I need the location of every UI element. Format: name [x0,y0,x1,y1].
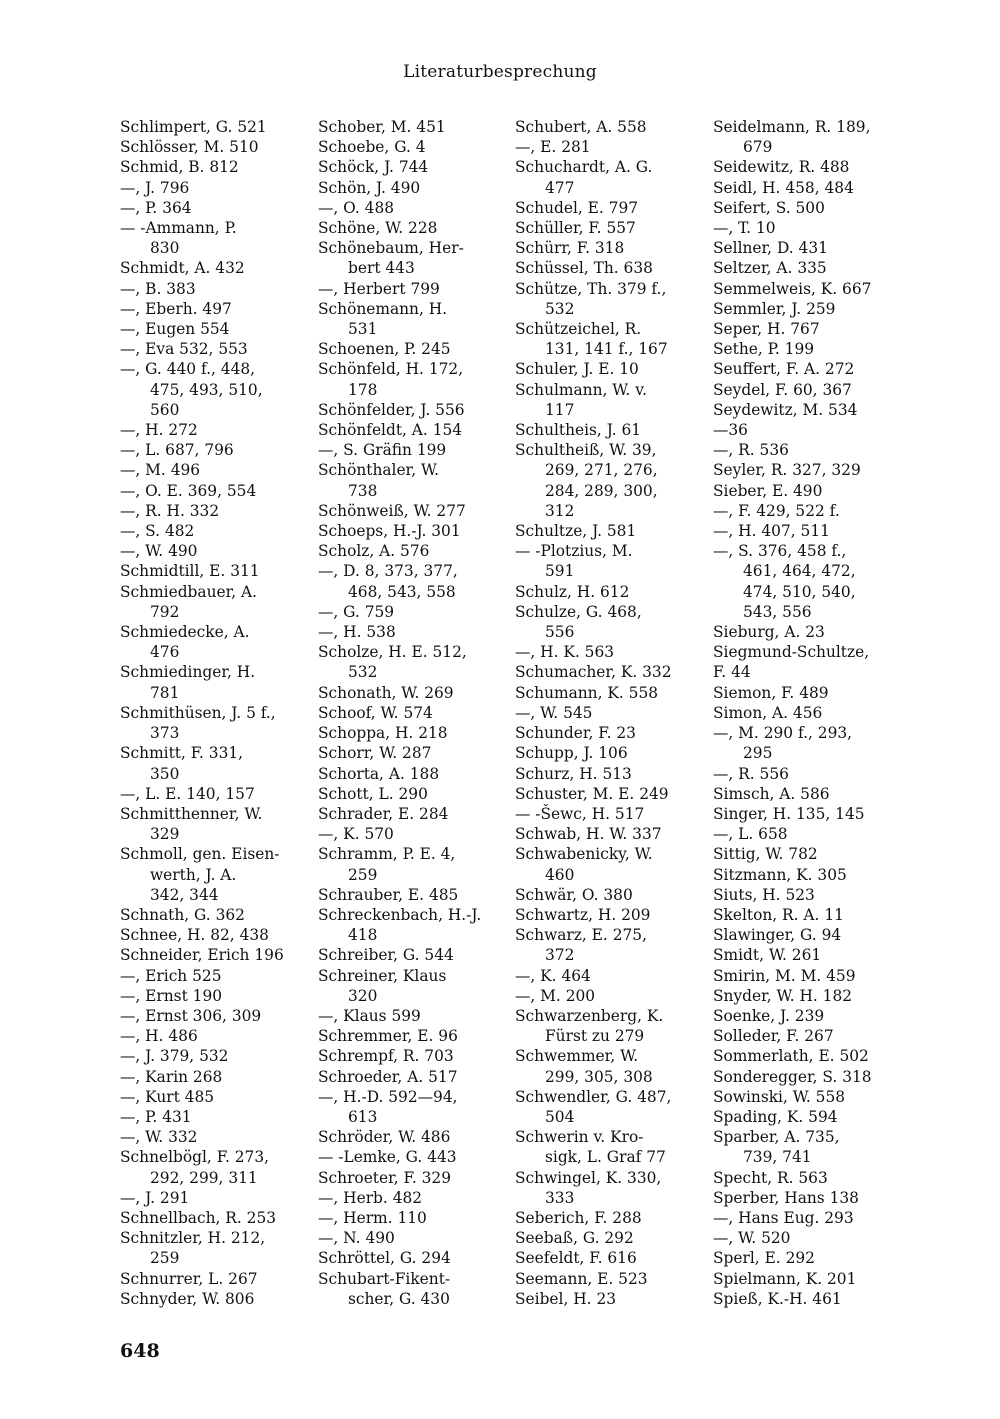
index-entry: —, Ernst 190 [120,986,223,1005]
index-entry: Seydewitz, M. 534 [713,400,858,419]
index-entry: —, K. 570 [318,825,394,844]
index-entry: Sethe, P. 199 [713,340,815,359]
index-entry: — -Ammann, P. [120,219,237,238]
index-entry: 460 [545,865,575,884]
index-entry: Schüssel, Th. 638 [515,259,653,278]
index-entry: —, O. E. 369, 554 [120,481,257,500]
index-entry: 418 [348,926,378,945]
index-entry: Schönfeldt, A. 154 [318,421,463,440]
index-entry: —, E. 281 [515,138,591,157]
index-entry: Seydel, F. 60, 367 [713,380,852,399]
index-entry: Schwendler, G. 487, [515,1087,672,1106]
index-entry: —, Herbert 799 [318,279,440,298]
index-entry: Seifert, S. 500 [713,198,825,217]
index-entry: Seuffert, F. A. 272 [713,360,855,379]
index-entry: 543, 556 [743,602,812,621]
index-entry: Schwarzenberg, K. [515,1006,664,1025]
index-entry: —, J. 291 [120,1188,190,1207]
index-entry: —, Eugen 554 [120,320,230,339]
index-entry: 259 [348,865,378,884]
index-entry: Schoof, W. 574 [318,703,433,722]
index-entry: 333 [545,1188,575,1207]
index-entry: Solleder, F. 267 [713,1027,834,1046]
index-entry: Sonderegger, S. 318 [713,1067,872,1086]
index-entry: Schupp, J. 106 [515,744,628,763]
index-entry: Seebaß, G. 292 [515,1229,634,1248]
index-entry: Schmidtill, E. 311 [120,562,260,581]
index-entry: Schönfeld, H. 172, [318,360,464,379]
index-entry: —, W. 520 [713,1229,791,1248]
index-entry: 320 [348,986,378,1005]
index-entry: Schnellbach, R. 253 [120,1208,277,1227]
index-entry: Schön, J. 490 [318,178,421,197]
index-entry: Semmelweis, K. 667 [713,279,872,298]
index-column-2 [318,117,506,1309]
index-entry: Schüller, F. 557 [515,219,636,238]
index-entry: 350 [150,764,180,783]
index-entry: bert 443 [348,259,415,278]
index-entry: Siegmund-Schultze, [713,643,870,662]
index-entry: 474, 510, 540, [743,582,856,601]
index-entry: Slawinger, G. 94 [713,926,842,945]
index-entry: 531 [348,320,378,339]
index-entry: —, R. 536 [713,441,789,460]
index-entry: Seidl, H. 458, 484 [713,178,854,197]
index-entry: —, Herb. 482 [318,1188,423,1207]
index-entry: Semmler, J. 259 [713,299,836,318]
index-entry: Schürr, F. 318 [515,239,625,258]
index-entry: 299, 305, 308 [545,1067,653,1086]
index-entry: Schramm, P. E. 4, [318,845,456,864]
index-entry: —, R. H. 332 [120,501,220,520]
index-entry: 738 [348,481,378,500]
index-entry: Schubart-Fikent- [318,1269,451,1288]
index-entry: Sparber, A. 735, [713,1128,840,1147]
index-entry: 312 [545,501,575,520]
index-entry: Schorta, A. 188 [318,764,440,783]
index-entry: werth, J. A. [150,865,237,884]
index-entry: Smirin, M. M. 459 [713,966,856,985]
index-entry: —, P. 364 [120,198,192,217]
index-entry: Schmithüsen, J. 5 f., [120,703,276,722]
index-entry: Sieburg, A. 23 [713,623,825,642]
index-entry: 476 [150,643,180,662]
index-entry: Schönthaler, W. [318,461,440,480]
index-entry: F. 44 [713,663,751,682]
index-entry: —, S. 482 [120,522,195,541]
index-entry: 556 [545,623,575,642]
index-entry: —, D. 8, 373, 377, [318,562,458,581]
index-entry: Seemann, E. 523 [515,1269,648,1288]
index-entry: 560 [150,400,180,419]
index-entry: —, G. 759 [318,602,395,621]
index-entry: Skelton, R. A. 11 [713,905,844,924]
index-entry: 830 [150,239,180,258]
index-entry: —, M. 290 f., 293, [713,724,853,743]
index-entry: Schmiedinger, H. [120,663,256,682]
index-entry: Seper, H. 767 [713,320,820,339]
index-column-1 [120,117,308,1309]
index-entry: Schönfelder, J. 556 [318,400,465,419]
index-entry: —, F. 429, 522 f. [713,501,840,520]
index-entry: Schulmann, W. v. [515,380,647,399]
index-entry: Schöne, W. 228 [318,219,438,238]
index-entry: Schwabenicky, W. [515,845,653,864]
index-entry: —, H. 538 [318,623,396,642]
index-entry: —36 [713,421,748,440]
index-entry: Schütze, Th. 379 f., [515,279,667,298]
index-entry: —, H. 272 [120,421,198,440]
index-entry: Schuchardt, A. G. [515,158,653,177]
index-entry: Schneider, Erich 196 [120,946,284,965]
index-entry: — -Šewc, H. 517 [515,804,645,823]
index-entry: 131, 141 f., 167 [545,340,668,359]
index-entry: — -Lemke, G. 443 [318,1148,457,1167]
index-entry: Schuster, M. E. 249 [515,784,669,803]
index-entry: 269, 271, 276, [545,461,658,480]
index-entry: Schrempf, R. 703 [318,1047,454,1066]
index-entry: Schwär, O. 380 [515,885,633,904]
index-entry: Schultheiß, W. 39, [515,441,657,460]
index-entry: —, Eberh. 497 [120,299,232,318]
index-entry: Sowinski, W. 558 [713,1087,846,1106]
index-entry: Schott, L. 290 [318,784,428,803]
index-entry: 613 [348,1107,378,1126]
index-entry: Schröttel, G. 294 [318,1249,451,1268]
index-entry: Schuler, J. E. 10 [515,360,639,379]
index-entry: Smidt, W. 261 [713,946,822,965]
index-entry: 284, 289, 300, [545,481,658,500]
index-entry: Schoeps, H.-J. 301 [318,522,461,541]
index-entry: —, Kurt 485 [120,1087,215,1106]
index-entry: 372 [545,946,575,965]
index-entry: Seefeldt, F. 616 [515,1249,637,1268]
page-number: 648 [120,1340,160,1362]
index-entry: —, R. 556 [713,764,789,783]
index-entry: Seyler, R. 327, 329 [713,461,861,480]
index-entry: Seibel, H. 23 [515,1289,617,1308]
index-entry: Siuts, H. 523 [713,885,815,904]
index-entry: Schlimpert, G. 521 [120,118,267,136]
index-entry: 532 [348,663,378,682]
index-entry: —, G. 440 f., 448, [120,360,256,379]
index-entry: 475, 493, 510, [150,380,263,399]
index-entry: Schmid, B. 812 [120,158,239,177]
index-entry: Schonath, W. 269 [318,683,454,702]
index-entry: Sperber, Hans 138 [713,1188,859,1207]
index-entry: Simsch, A. 586 [713,784,830,803]
index-entry: Sittig, W. 782 [713,845,818,864]
index-entry: Siemon, F. 489 [713,683,829,702]
index-entry: —, W. 545 [515,703,593,722]
index-entry: —, B. 383 [120,279,196,298]
index-entry: Schoppa, H. 218 [318,724,448,743]
index-entry: 792 [150,602,180,621]
index-entry: —, H. K. 563 [515,643,615,662]
index-entry: 739, 741 [743,1148,812,1167]
index-entry: 117 [545,400,575,419]
index-entry: Schrader, E. 284 [318,804,449,823]
index-entry: —, M. 200 [515,986,596,1005]
index-entry: —, T. 10 [713,219,776,238]
index-entry: Schnelbögl, F. 273, [120,1148,270,1167]
index-entry: Scholz, A. 576 [318,542,430,561]
index-entry: —, S. Gräfin 199 [318,441,447,460]
index-entry: sigk, L. Graf 77 [545,1148,666,1167]
index-entry: 532 [545,299,575,318]
index-entry: Schnurrer, L. 267 [120,1269,258,1288]
index-entry: Seltzer, A. 335 [713,259,827,278]
index-entry: Schultheis, J. 61 [515,421,642,440]
index-entry: 591 [545,562,575,581]
index-entry: —, W. 490 [120,542,198,561]
index-entry: Schwingel, K. 330, [515,1168,662,1187]
index-entry: Schnitzler, H. 212, [120,1229,266,1248]
index-entry: Spading, K. 594 [713,1107,838,1126]
index-entry: Schober, M. 451 [318,118,446,136]
index-entry: Spielmann, K. 201 [713,1269,857,1288]
index-entry: Sieber, E. 490 [713,481,823,500]
index-entry: Sommerlath, E. 502 [713,1047,869,1066]
index-entry: —, M. 496 [120,461,201,480]
index-entry: —, W. 332 [120,1128,198,1147]
index-entry: Schreiner, Klaus [318,966,447,985]
index-entry: Snyder, W. H. 182 [713,986,853,1005]
index-entry: Soenke, J. 239 [713,1006,825,1025]
index-entry: Schmitt, F. 331, [120,744,244,763]
index-entry: Schlösser, M. 510 [120,138,259,157]
running-header: Literaturbesprechung [403,62,597,82]
index-entry: Schunder, F. 23 [515,724,636,743]
index-entry: —, K. 464 [515,966,591,985]
index-entry: —, J. 379, 532 [120,1047,229,1066]
index-entry: Schumann, K. 558 [515,683,659,702]
index-entry: —, H. 407, 511 [713,522,830,541]
index-column-4 [713,117,901,1309]
index-entry: —, H. 486 [120,1027,198,1046]
index-entry: 504 [545,1107,575,1126]
index-entry: Schurz, H. 513 [515,764,632,783]
index-entry: Schultze, J. 581 [515,522,637,541]
index-entry: Sperl, E. 292 [713,1249,815,1268]
index-entry: —, O. 488 [318,198,395,217]
index-entry: —, L. 687, 796 [120,441,234,460]
index-entry: Sitzmann, K. 305 [713,865,847,884]
index-entry: —, L. 658 [713,825,788,844]
index-entry: Schnyder, W. 806 [120,1289,255,1308]
index-entry: Schorr, W. 287 [318,744,432,763]
index-entry: —, Ernst 306, 309 [120,1006,262,1025]
index-entry: Schmidt, A. 432 [120,259,245,278]
index-entry: —, N. 490 [318,1229,395,1248]
index-entry: Schulze, G. 468, [515,602,642,621]
index-entry: Singer, H. 135, 145 [713,804,865,823]
index-entry: Simon, A. 456 [713,703,823,722]
index-column-3 [515,117,703,1309]
index-entry: 468, 543, 558 [348,582,456,601]
index-entry: —, Hans Eug. 293 [713,1208,854,1227]
index-entry: 178 [348,380,378,399]
index-entry: —, Klaus 599 [318,1006,421,1025]
index-entry: 292, 299, 311 [150,1168,258,1187]
index-entry: Schwartz, H. 209 [515,905,651,924]
index-entry: —, P. 431 [120,1107,192,1126]
index-entry: —, Eva 532, 553 [120,340,248,359]
index-entry: Schwarz, E. 275, [515,926,647,945]
index-entry: — -Plotzius, M. [515,542,633,561]
index-entry: 259 [150,1249,180,1268]
index-entry: 461, 464, 472, [743,562,856,581]
index-entry: Schrauber, E. 485 [318,885,459,904]
index-entry: 329 [150,825,180,844]
index-entry: —, Erich 525 [120,966,222,985]
index-entry: 295 [743,744,773,763]
index-entry: —, S. 376, 458 f., [713,542,847,561]
index-entry: Schoebe, G. 4 [318,138,426,157]
index-entry: Spieß, K.-H. 461 [713,1289,842,1308]
index-entry: Schreiber, G. 544 [318,946,454,965]
index-entry: Schnath, G. 362 [120,905,245,924]
index-entry: 477 [545,178,575,197]
index-entry: Schwemmer, W. [515,1047,639,1066]
index-entry: —, L. E. 140, 157 [120,784,255,803]
index-entry: Schwerin v. Kro- [515,1128,644,1147]
index-entry: —, H.-D. 592—94, [318,1087,458,1106]
index-entry: Schmitthenner, W. [120,804,263,823]
index-entry: Seidewitz, R. 488 [713,158,850,177]
index-entry: Schönebaum, Her- [318,239,464,258]
index-entry: Schoenen, P. 245 [318,340,451,359]
index-entry: Schroeter, F. 329 [318,1168,451,1187]
index-entry: Schremmer, E. 96 [318,1027,458,1046]
index-entry: 373 [150,724,180,743]
index-entry: Schroeder, A. 517 [318,1067,458,1086]
index-entry: —, Herm. 110 [318,1208,427,1227]
index-entry: Seberich, F. 288 [515,1208,642,1227]
index-entry: Schmiedbauer, A. [120,582,258,601]
index-entry: Scholze, H. E. 512, [318,643,467,662]
index-entry: 781 [150,683,180,702]
index-entry: 342, 344 [150,885,219,904]
index-entry: —, J. 796 [120,178,190,197]
index-entry: Sellner, D. 431 [713,239,828,258]
index-entry: Schmiedecke, A. [120,623,250,642]
index-entry: Schubert, A. 558 [515,118,647,136]
index-entry: Schnee, H. 82, 438 [120,926,269,945]
index-entry: Schützeichel, R. [515,320,642,339]
index-entry: Schönemann, H. [318,299,448,318]
index-entry: Schreckenbach, H.-J. [318,905,482,924]
index-entry: —, Karin 268 [120,1067,223,1086]
index-entry: 679 [743,138,773,157]
index-entry: Schöck, J. 744 [318,158,429,177]
index-entry: Schönweiß, W. 277 [318,501,466,520]
index-entry: Schulz, H. 612 [515,582,630,601]
index-entry: Specht, R. 563 [713,1168,828,1187]
index-entry: Schröder, W. 486 [318,1128,451,1147]
index-entry: Seidelmann, R. 189, [713,118,871,136]
index-entry: Schudel, E. 797 [515,198,639,217]
index-entry: Schwab, H. W. 337 [515,825,662,844]
index-entry: Schumacher, K. 332 [515,663,672,682]
index-entry: Fürst zu 279 [545,1027,645,1046]
index-entry: scher, G. 430 [348,1289,450,1308]
index-entry: Schmoll, gen. Eisen- [120,845,280,864]
